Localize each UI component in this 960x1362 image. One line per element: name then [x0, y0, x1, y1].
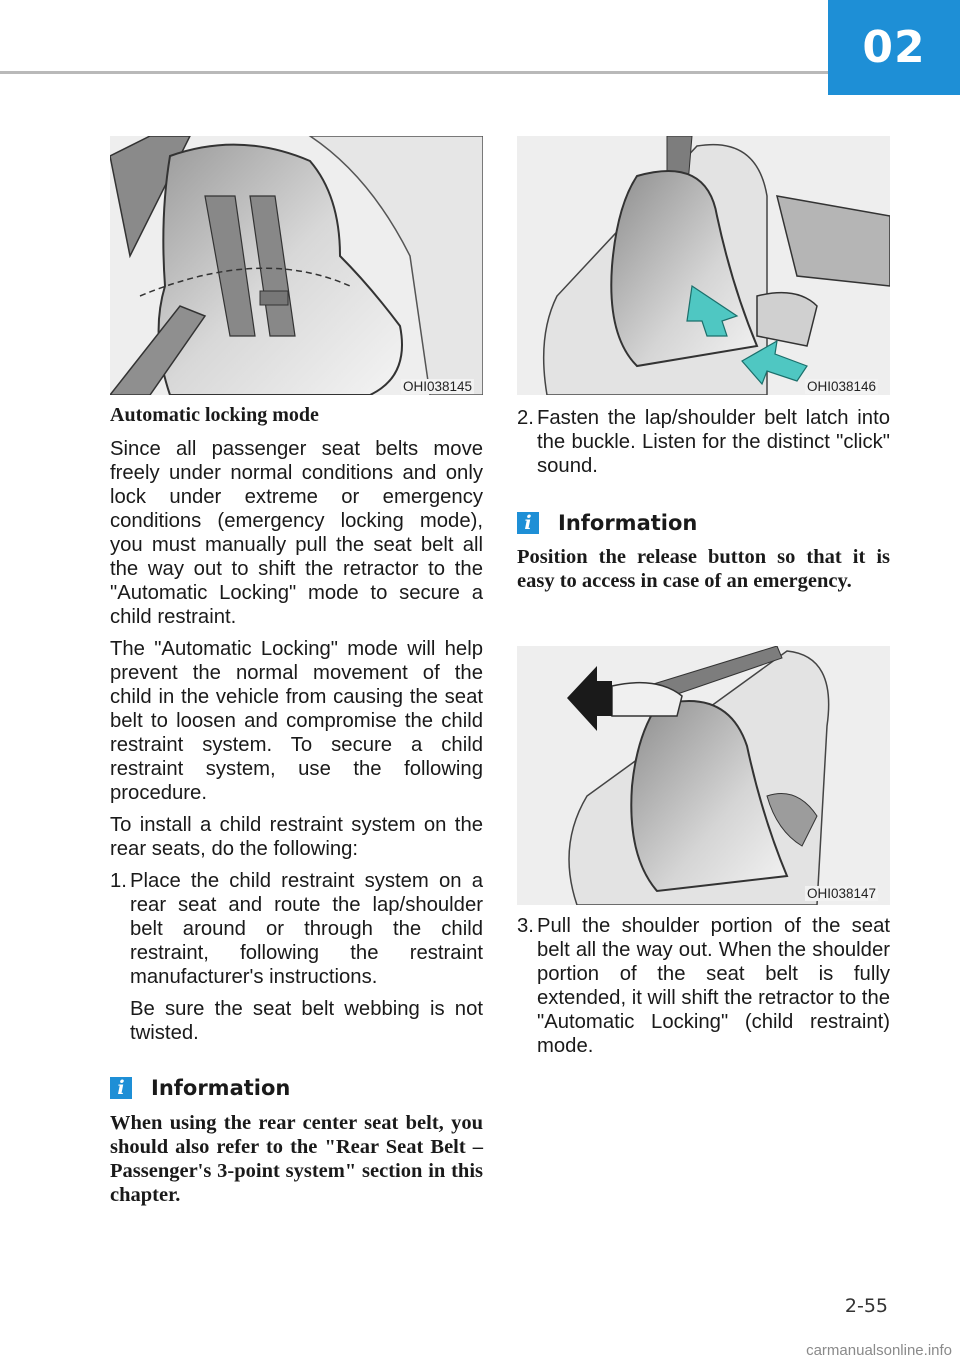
step-number: 3.	[517, 915, 534, 937]
figure-fasten-buckle	[517, 136, 890, 395]
information-heading	[110, 1076, 483, 1100]
info-icon: i	[110, 1077, 132, 1099]
information-title: Information	[558, 511, 698, 535]
buckle-illustration	[517, 136, 890, 395]
information-heading	[517, 511, 890, 535]
page-number: 2-55	[844, 1295, 888, 1317]
step-text: Pull the shoulder portion of the seat belt all the way out. When the shoulder portion of the seat belt is fully extended, it will shift the retractor to the "Automatic Locking" (child restraint) mode.	[537, 915, 890, 1057]
left-column	[110, 404, 483, 1207]
information-text: When using the rear center seat belt, you should also refer to the "Rear Seat Belt – Passenger's 3-point system" section in this chapter.	[110, 1112, 483, 1206]
figure-child-seat-belt-routing	[110, 136, 483, 395]
watermark: carmanualsonline.info	[806, 1342, 952, 1359]
chapter-tab	[828, 0, 960, 95]
figure-code: OHI038147	[807, 886, 877, 901]
information-text: Position the release button so that it is easy to access in case of an emergency.	[517, 546, 890, 592]
paragraph: To install a child restraint system on the rear seats, do the following:	[110, 814, 483, 860]
pull-belt-illustration	[517, 646, 890, 905]
section-heading: Automatic locking mode	[110, 404, 319, 426]
step-text: Fasten the lap/shoulder belt latch into the buckle. Listen for the distinct "click" sound.	[537, 407, 890, 477]
step-1	[110, 869, 483, 989]
chapter-number: 02	[862, 22, 926, 73]
step-note: Be sure the seat belt webbing is not twisted.	[130, 998, 483, 1044]
information-title: Information	[151, 1076, 291, 1100]
figure-code: OHI038145	[403, 379, 473, 394]
step-2	[517, 406, 890, 478]
figure-code: OHI038146	[807, 379, 877, 394]
paragraph: Since all passenger seat belts move freely under normal conditions and only lock under extreme or emergency conditions (emergency locking mode), you must manually pull the seat belt all the way out to shift the retractor to the "Automatic Locking" mode to secure a child restraint.	[110, 438, 483, 628]
step-text: Place the child restraint system on a rear seat and route the lap/shoulder belt around or through the child restraint, following the restraint manufacturer's instructions.	[130, 870, 483, 988]
child-seat-illustration	[110, 136, 483, 395]
figure-pull-shoulder-belt	[517, 646, 890, 905]
right-column	[517, 406, 890, 593]
header-rule	[0, 71, 828, 74]
step-3	[517, 914, 890, 1058]
step-number: 2.	[517, 407, 534, 429]
right-column-lower	[517, 914, 890, 1058]
info-icon: i	[517, 512, 539, 534]
step-number: 1.	[110, 870, 127, 892]
paragraph: The "Automatic Locking" mode will help prevent the normal movement of the child in the vehicle from causing the seat belt to loosen and compromise the child restraint system. To secure a child restraint system, use the following procedure.	[110, 638, 483, 804]
